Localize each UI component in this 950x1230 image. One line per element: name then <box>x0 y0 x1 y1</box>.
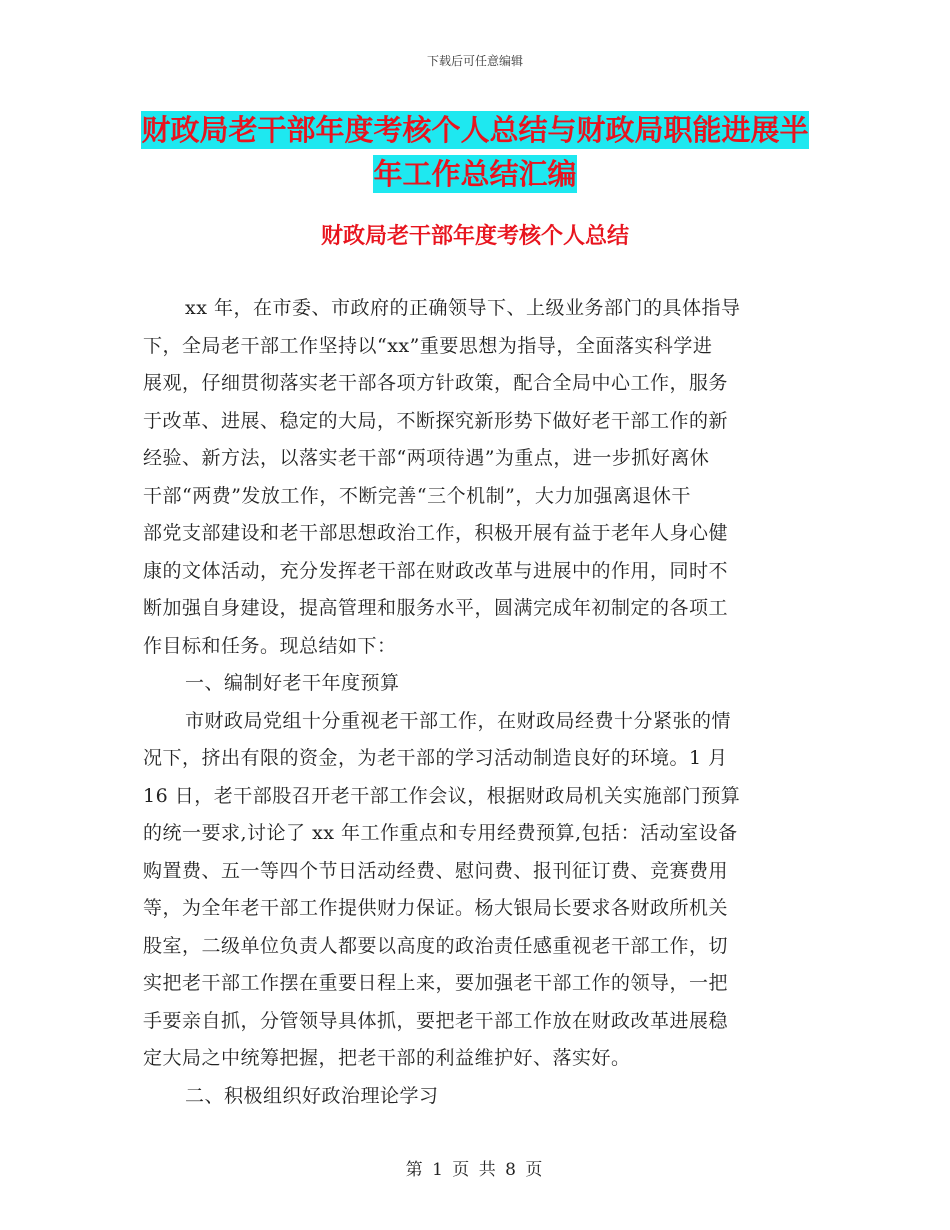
subsection-heading: 一、编制好老干年度预算 <box>185 672 400 694</box>
paragraph-line: 康的文体活动，充分发挥老干部在财政改革与进展中的作用，同时不 <box>143 559 729 582</box>
paragraph-line: xx 年，在市委、市政府的正确领导下、上级业务部门的具体指导 <box>185 297 741 319</box>
paragraph-line: 购置费、五一等四个节日活动经费、慰问费、报刊征订费、竞赛费用 <box>143 859 729 882</box>
header-note: 下载后可任意编辑 <box>426 54 523 68</box>
paragraph-line: 定大局之中统筹把握，把老干部的利益维护好、落实好。 <box>143 1047 631 1069</box>
paragraph-line: 况下，挤出有限的资金，为老干部的学习活动制造良好的环境。1 月 <box>143 747 728 769</box>
paragraph-line: 干部“两费”发放工作，不断完善“三个机制”，大力加强离退休干 <box>143 484 691 507</box>
paragraph-line: 市财政局党组十分重视老干部工作，在财政局经费十分紧张的情 <box>185 709 732 732</box>
paragraph-line: 下，全局老干部工作坚持以“xx”重要思想为指导，全面落实科学进 <box>143 334 713 357</box>
paragraph-line: 的统一要求,讨论了 xx 年工作重点和专用经费预算,包括：活动室设备 <box>143 822 738 844</box>
paragraph-line: 实把老干部工作摆在重要日程上来，要加强老干部工作的领导，一把 <box>143 972 729 994</box>
paragraph-line: 部党支部建设和老干部思想政治工作，积极开展有益于老年人身心健 <box>143 522 729 544</box>
paragraph-line: 作目标和任务。现总结如下： <box>143 634 397 657</box>
document-title-text-1: 财政局老干部年度考核个人总结与财政局职能进展半 <box>141 113 809 147</box>
document-title-text-2: 年工作总结汇编 <box>373 157 577 191</box>
subsection-heading: 二、积极组织好政治理论学习 <box>185 1084 439 1107</box>
paragraph-line: 16 日，老干部股召开老干部工作会议，根据财政局机关实施部门预算 <box>143 784 741 807</box>
paragraph-line: 于改革、进展、稳定的大局，不断探究新形势下做好老干部工作的新 <box>143 409 729 432</box>
section-title: 财政局老干部年度考核个人总结 <box>320 224 629 249</box>
paragraph-line: 展观，仔细贯彻落实老干部各项方针政策，配合全局中心工作，服务 <box>143 372 729 394</box>
paragraph-line: 股室，二级单位负责人都要以高度的政治责任感重视老干部工作，切 <box>143 934 729 957</box>
paragraph-line: 手要亲自抓，分管领导具体抓，要把老干部工作放在财政改革进展稳 <box>143 1009 729 1032</box>
paragraph-line: 等，为全年老干部工作提供财力保证。杨大银局长要求各财政所机关 <box>143 897 729 919</box>
paragraph-line: 断加强自身建设，提高管理和服务水平，圆满完成年初制定的各项工 <box>143 597 729 619</box>
document-body <box>143 290 803 1115</box>
paragraph-line: 经验、新方法，以落实老干部“两项待遇”为重点，进一步抓好离休 <box>143 447 710 469</box>
document-title-line-2 <box>0 152 950 196</box>
document-title-line-1 <box>0 108 950 152</box>
page-footer: 第 1 页 共 8 页 <box>405 1160 545 1180</box>
